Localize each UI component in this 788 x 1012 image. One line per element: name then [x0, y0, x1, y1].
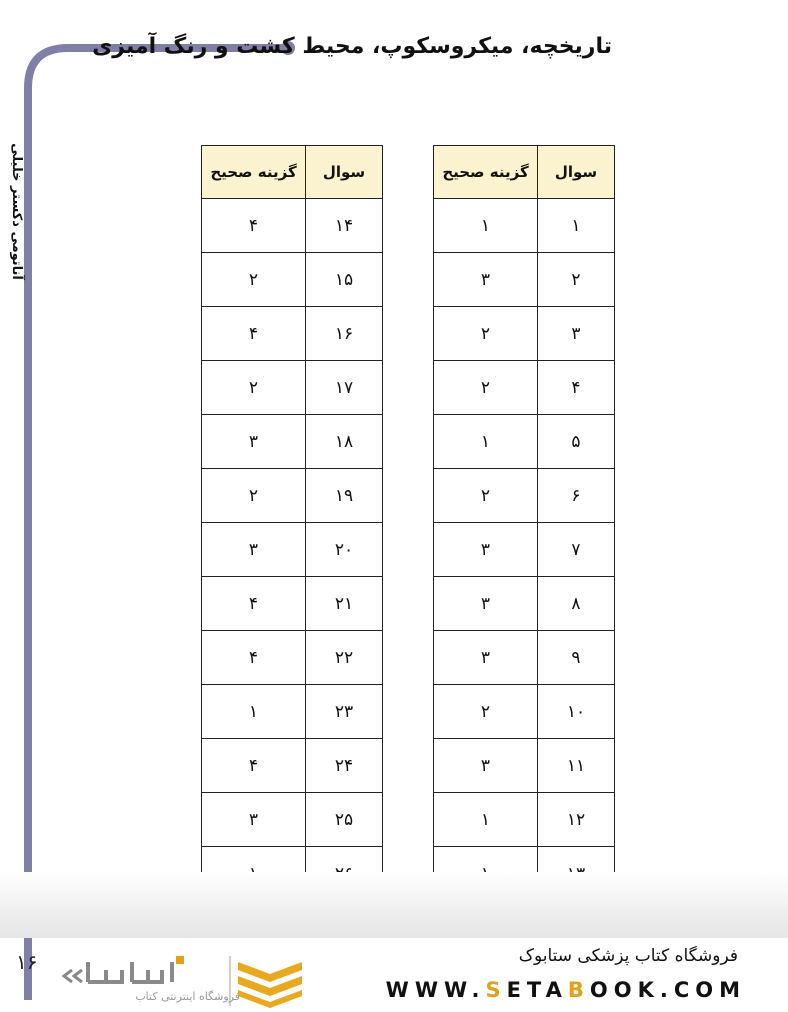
table-row [202, 253, 383, 307]
answer-table-right [433, 145, 615, 901]
table-body-right [434, 199, 615, 901]
question-cell: ۲۵ [306, 793, 383, 847]
table-header-row [202, 146, 383, 199]
table-row [202, 523, 383, 577]
table-row [434, 253, 615, 307]
question-cell: ۸ [538, 577, 615, 631]
answer-cell: ۳ [202, 793, 306, 847]
question-cell: ۱۱ [538, 739, 615, 793]
answer-cell: ۴ [202, 631, 306, 685]
table-row [434, 577, 615, 631]
table-row [434, 739, 615, 793]
answer-cell: ۳ [434, 631, 538, 685]
table-row [434, 199, 615, 253]
answer-cell: ۲ [434, 685, 538, 739]
table-row [202, 577, 383, 631]
question-cell: ۲۱ [306, 577, 383, 631]
table-row [202, 415, 383, 469]
question-cell: ۱ [538, 199, 615, 253]
table-row [434, 415, 615, 469]
table-header-row [434, 146, 615, 199]
answer-cell: ۴ [202, 307, 306, 361]
question-cell: ۷ [538, 523, 615, 577]
table-row [434, 469, 615, 523]
answer-cell: ۲ [202, 469, 306, 523]
question-cell: ۲۴ [306, 739, 383, 793]
question-cell: ۱۷ [306, 361, 383, 415]
table-row [434, 793, 615, 847]
question-cell: ۵ [538, 415, 615, 469]
side-label [4, 96, 28, 326]
table-row [202, 469, 383, 523]
answer-cell: ۱ [434, 199, 538, 253]
table-row [202, 685, 383, 739]
question-cell: ۹ [538, 631, 615, 685]
page-number: ۱۶ [16, 950, 38, 974]
question-cell: ۱۰ [538, 685, 615, 739]
table-row [434, 685, 615, 739]
answer-cell: ۲ [434, 469, 538, 523]
url-highlight: B [567, 978, 590, 1002]
answer-cell: ۳ [434, 577, 538, 631]
question-cell: ۱۶ [306, 307, 383, 361]
url-part: WWW. [385, 978, 486, 1002]
table-row [202, 307, 383, 361]
answer-cell: ۱ [434, 793, 538, 847]
answer-cell: ۴ [202, 577, 306, 631]
question-cell: ۲۳ [306, 685, 383, 739]
page-title: تاریخچه، میکروسکوپ، محیط کشت و رنگ آمیزی [92, 34, 612, 59]
table-row [202, 739, 383, 793]
question-cell: ۱۹ [306, 469, 383, 523]
answer-cell: ۴ [202, 739, 306, 793]
table-row [434, 631, 615, 685]
question-cell: ۱۸ [306, 415, 383, 469]
answer-cell: ۲ [202, 361, 306, 415]
answer-table-left [201, 145, 383, 901]
answer-cell: ۳ [434, 739, 538, 793]
table-body-left [202, 199, 383, 901]
col-header-question: سوال [538, 146, 615, 199]
logo-subtitle: فروشگاه اینترنتی کتاب [135, 990, 240, 1003]
table-row [202, 793, 383, 847]
logo-chevron-icon [64, 970, 72, 982]
logo-letters-icon [88, 962, 172, 982]
table-row [202, 631, 383, 685]
col-header-answer: گزینه صحیح [434, 146, 538, 199]
question-cell: ۲ [538, 253, 615, 307]
table-row [434, 361, 615, 415]
url-highlight: S [485, 978, 507, 1002]
question-cell: ۳ [538, 307, 615, 361]
logo-accent-icon [176, 956, 184, 964]
answer-cell: ۱ [202, 685, 306, 739]
table-row [434, 523, 615, 577]
answer-cell: ۳ [202, 415, 306, 469]
logo-chevron-icon [74, 970, 82, 982]
footer-band [0, 872, 788, 938]
answer-cell: ۳ [202, 523, 306, 577]
col-header-answer: گزینه صحیح [202, 146, 306, 199]
store-url[interactable] [386, 978, 746, 1002]
answer-cell: ۳ [434, 523, 538, 577]
question-cell: ۱۲ [538, 793, 615, 847]
answer-cell: ۱ [434, 415, 538, 469]
question-cell: ۴ [538, 361, 615, 415]
answer-cell: ۲ [434, 361, 538, 415]
col-header-question: سوال [306, 146, 383, 199]
question-cell: ۲۲ [306, 631, 383, 685]
book-stack-icon [238, 962, 302, 982]
answer-cell: ۳ [434, 253, 538, 307]
side-label-text: آناتومی دکستر خلیلی [8, 142, 24, 280]
table-row [434, 307, 615, 361]
store-name: فروشگاه کتاب پزشکی ستابوک [518, 946, 738, 966]
question-cell: ۲۰ [306, 523, 383, 577]
table-row [202, 361, 383, 415]
answer-cell: ۴ [202, 199, 306, 253]
question-cell: ۱۵ [306, 253, 383, 307]
question-cell: ۱۴ [306, 199, 383, 253]
answer-cell: ۲ [434, 307, 538, 361]
question-cell: ۶ [538, 469, 615, 523]
url-part: ETA [506, 978, 568, 1002]
table-row [202, 199, 383, 253]
url-part: OOK.COM [589, 978, 746, 1002]
answer-cell: ۲ [202, 253, 306, 307]
